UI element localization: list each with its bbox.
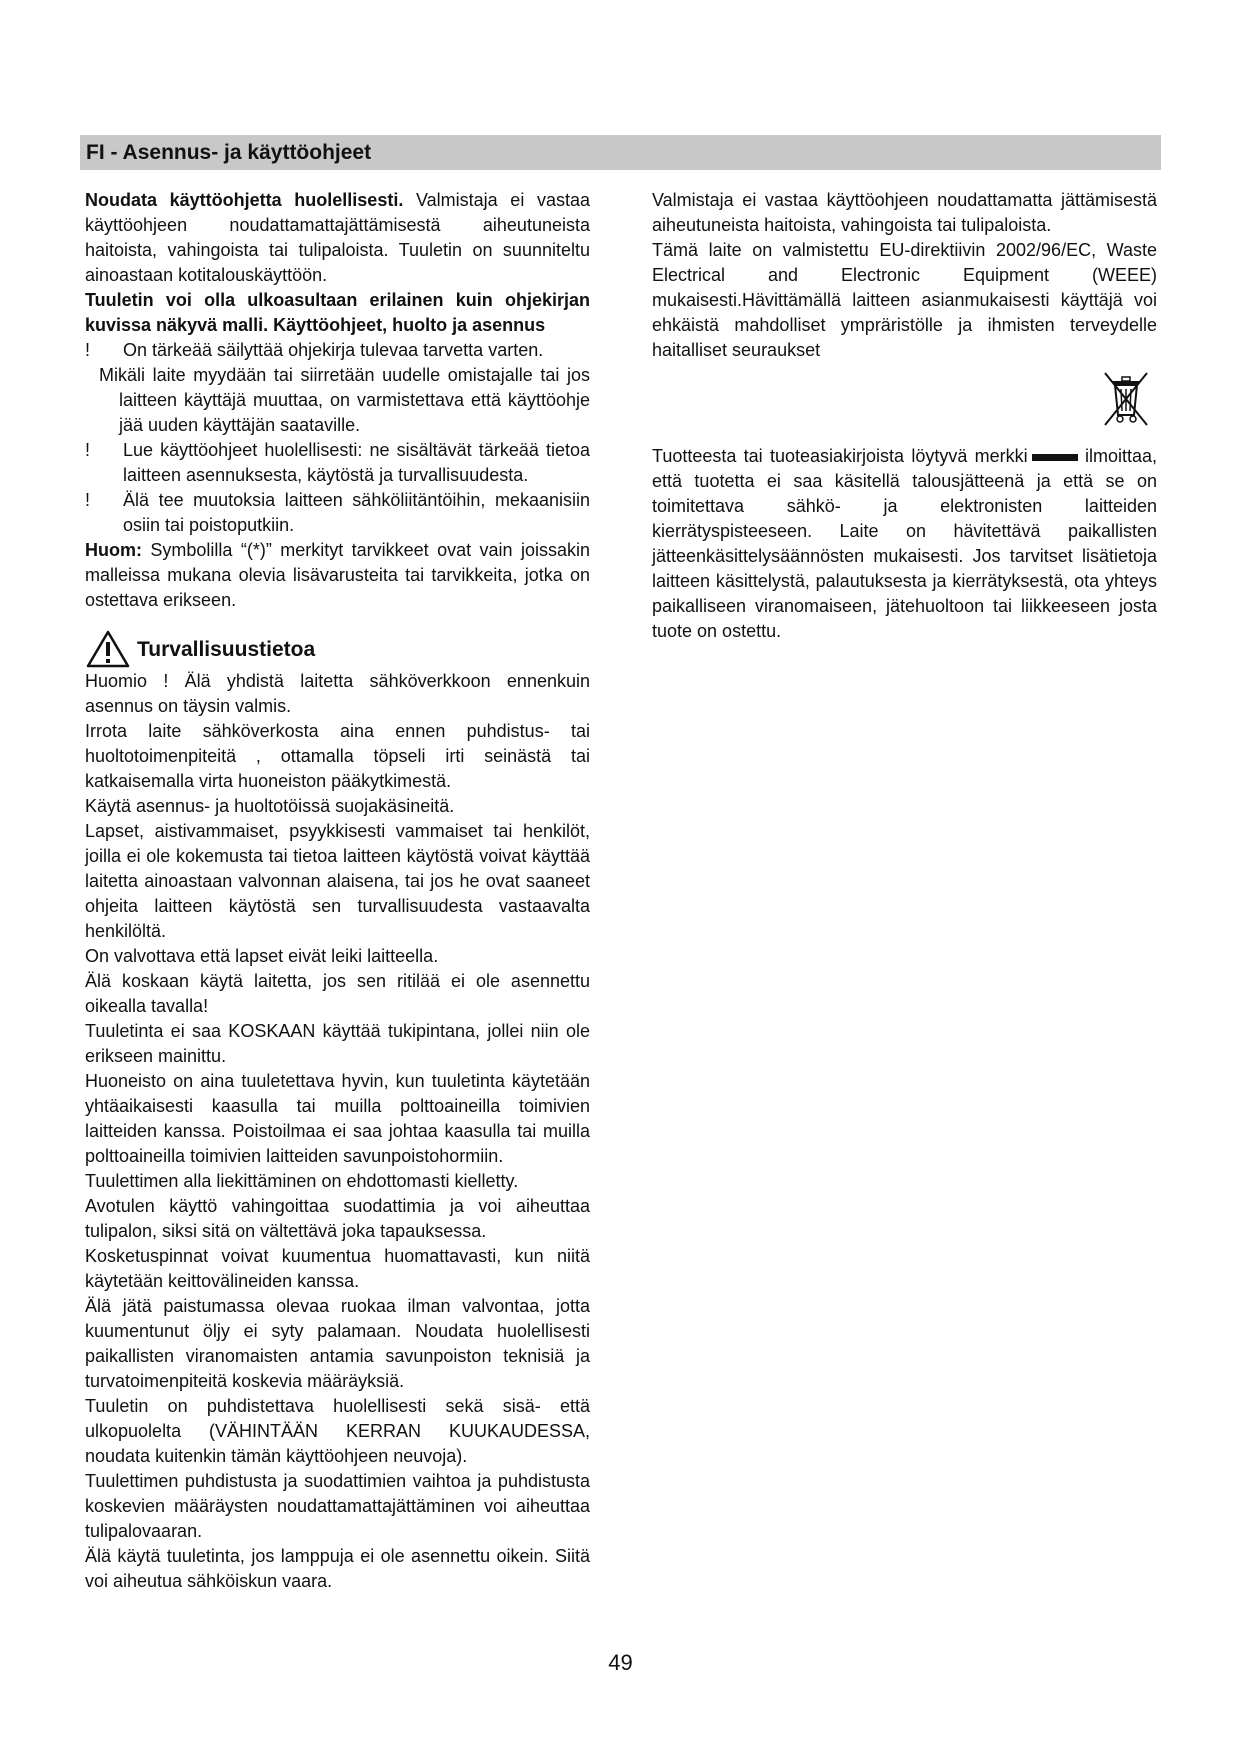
- notice-item: [85, 488, 590, 538]
- weee-symbol: [652, 369, 1157, 436]
- safety-item: Älä koskaan käytä laitetta, jos sen ritilää ei ole asennettu oikealla tavalla!: [85, 971, 590, 1016]
- transfer-paragraph: Mikäli laite myydään tai siirretään uudelle omistajalle tai jos laitteen käyttäjä muuttaa, on varmistettava että käyttöohje jää uuden käyttäjän saataville.: [99, 365, 590, 435]
- safety-item: Tuulettimen puhdistusta ja suodattimien vaihtoa ja puhdistusta koskevien määräysten noudattamattajättäminen voi aiheuttaa tulipalovaaran.: [85, 1471, 590, 1541]
- safety-item: Avotulen käyttö vahingoittaa suodattimia ja voi aiheuttaa tulipalon, siksi sitä on vältettävä joka tapauksessa.: [85, 1196, 590, 1241]
- safety-item: Käytä asennus- ja huoltotöissä suojakäsineitä.: [85, 796, 455, 816]
- appearance-note: Tuuletin voi olla ulkoasultaan erilainen kuin ohjekirjan kuvissa näkyvä malli. Käyttöohjeet, huolto ja asennus: [85, 290, 590, 335]
- safety-item: Huoneisto on aina tuuletettava hyvin, kun tuuletinta käytetään yhtäaikaisesti kaasulla tai muilla polttoaineilla toimivien laitteiden kanssa. Poistoilmaa ei saa johtaa kaasulla tai muilla polttoaineilla toimivien laitteiden savunpoistohormiin.: [85, 1071, 590, 1166]
- disposal-start: Tuotteesta tai tuoteasiakirjoista löytyvä merkki: [652, 446, 1028, 466]
- disposal-text: ilmoittaa, että tuotetta ei saa käsitellä talousjätteenä ja että se on toimitettava sähkö- ja elektronisten laitteiden kierrätyspisteeseen. Laite on hävitettävä paikallisten jätteenkäsittelysäännösten mukaisesti. Jos tarvitset lisätietoja laitteen käsittelystä, palautuksesta ja kierrätyksestä, ota yhteys paikalliseen viranomaiseen, jätehuoltoon tai liikkeeseen josta tuote on ostettu.: [652, 446, 1157, 641]
- safety-item: Tuulettimen alla liekittäminen on ehdottomasti kielletty.: [85, 1171, 519, 1191]
- page-title: FI - Asennus- ja käyttöohjeet: [86, 141, 372, 164]
- intro-paragraph: [85, 188, 590, 288]
- safety-item: Tuuletin on puhdistettava huolellisesti sekä sisä- että ulkopuolelta (VÄHINTÄÄN KERRAN KUUKAUDESSA, noudata kuitenkin tämän käyttöohjeen neuvoja).: [85, 1396, 590, 1466]
- exclamation-mark: !: [85, 490, 91, 510]
- safety-heading: [85, 629, 590, 669]
- notice-item: [85, 338, 590, 363]
- exclamation-mark: !: [85, 340, 91, 360]
- intro-text: Valmistaja ei vastaa käyttöohjeen noudattamattajättämisestä aiheutuneista haitoista, vahingoista tai tulipaloista. Tuuletin on suunniteltu ainoastaan kotitalouskäyttöön.: [85, 190, 590, 285]
- safety-item: Kosketuspinnat voivat kuumentua huomattavasti, kun niitä käytetään keittovälineiden kanssa.: [85, 1246, 590, 1291]
- notice-text: Älä tee muutoksia laitteen sähköliitäntöihin, mekaanisiin osiin tai poistoputkiin.: [123, 490, 590, 535]
- safety-item: Huomio ! Älä yhdistä laitetta sähköverkkoon ennenkuin asennus on täysin valmis.: [85, 671, 590, 716]
- safety-item: Älä jätä paistumassa olevaa ruokaa ilman valvontaa, jotta kuumentunut öljy ei syty palamaan. Noudata huolellisesti paikallisten viranomaisten antamia savunpoiston teknisiä ja turvatoimenpiteitä koskevia määräyksiä.: [85, 1296, 590, 1391]
- notice-item: [85, 438, 590, 488]
- section-header-bar: [80, 135, 1161, 170]
- safety-item: Tuuletinta ei saa KOSKAAN käyttää tukipintana, jollei niin ole erikseen mainittu.: [85, 1021, 590, 1066]
- safety-item: Irrota laite sähköverkosta aina ennen puhdistus- tai huoltotoimenpiteitä , ottamalla töpseli irti seinästä tai katkaisemalla virta huoneiston pääkytkimestä.: [85, 721, 590, 791]
- safety-item: Lapset, aistivammaiset, psyykkisesti vammaiset tai henkilöt, joilla ei ole kokemusta tai tietoa laitteen käytöstä voivat käyttää laitetta ainoastaan valvonnan alaisena, tai jos he ovat saaneet ohjeita laitteen käytöstä sen turvallisuudesta vastaavalta henkilöltä.: [85, 821, 590, 941]
- liability-paragraph: Valmistaja ei vastaa käyttöohjeen noudattamatta jättämisestä aiheutuneista haitoista, vahingoista tai tulipaloista.: [652, 190, 1157, 235]
- exclamation-mark: !: [85, 440, 91, 460]
- notice-text: Lue käyttöohjeet huolellisesti: ne sisältävät tärkeää tietoa laitteen asennuksesta, käytöstä ja turvallisuudesta.: [123, 440, 590, 485]
- huom-label: Huom:: [85, 540, 142, 560]
- left-column: [85, 188, 590, 1594]
- crossed-out-wheelie-bin-icon: [1093, 369, 1157, 429]
- huom-text: Symbolilla “(*)” merkityt tarvikkeet ovat vain joissakin malleissa mukana olevia lisävarusteita tai tarvikkeita, jotka on ostettava erikseen.: [85, 540, 590, 610]
- huom-paragraph: [85, 538, 590, 613]
- intro-bold: Noudata käyttöohjetta huolellisesti.: [85, 190, 404, 210]
- page-number: 49: [608, 1650, 633, 1675]
- right-column: [652, 188, 1157, 644]
- black-bar-mark: [1032, 454, 1078, 461]
- notice-text: On tärkeää säilyttää ohjekirja tulevaa tarvetta varten.: [123, 340, 544, 360]
- warning-triangle-icon: [85, 629, 131, 669]
- safety-item: On valvottava että lapset eivät leiki laitteella.: [85, 946, 439, 966]
- safety-item: Älä käytä tuuletinta, jos lamppuja ei ole asennettu oikein. Siitä voi aiheutua sähköiskun vaara.: [85, 1546, 590, 1591]
- disposal-paragraph: [652, 444, 1157, 644]
- safety-title: Turvallisuustietoa: [137, 637, 316, 661]
- weee-paragraph: Tämä laite on valmistettu EU-direktiivin 2002/96/EC, Waste Electrical and Electronic Equipment (WEEE) mukaisesti.Hävittämällä laitteen asianmukaisesti käyttäjä voi ehkäistä mahdolliset ympräristölle ja ihmisten terveydelle haitalliset seuraukset: [652, 240, 1157, 360]
